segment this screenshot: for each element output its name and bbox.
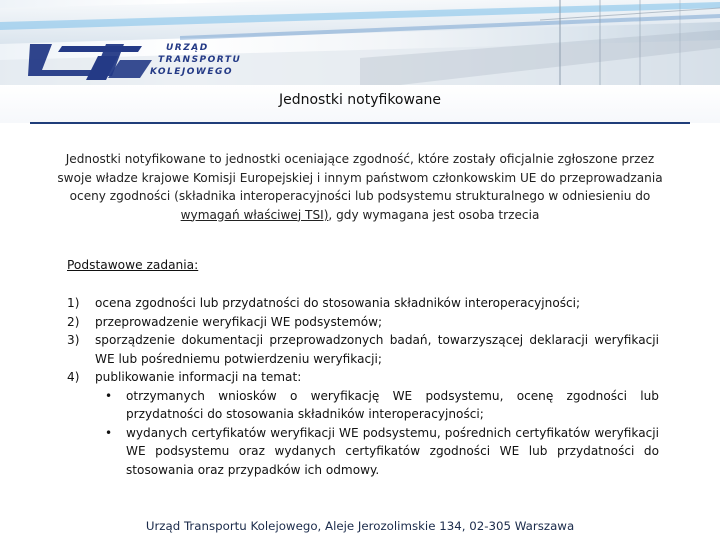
task-item — [67, 313, 659, 332]
logo-line-2: TRANSPORTU — [158, 55, 242, 65]
bullet-icon: • — [105, 388, 113, 403]
footer-address: Urząd Transportu Kolejowego, Aleje Jerozolimskie 134, 02-305 Warszawa — [145, 519, 575, 533]
task-list — [67, 294, 659, 479]
task-text: sporządzenie dokumentacji przeprowadzonych badań, towarzyszącej deklaracji weryfikacji WE lub pośredniemu potwierdzeniu weryfikacji; — [95, 333, 659, 366]
intro-text-part-1: Jednostki notyfikowane to jednostki oceniające zgodność, które zostały oficjalnie zgłoszone przez swoje władze krajowe Komisji Europejskiej i innym państwom członkowskim UE do przeprowadzania oceny zgodności (składnika interoperacyjności lub podsystemu strukturalnego w odniesieniu do — [57, 152, 663, 203]
subtask-item — [105, 424, 659, 480]
task-text: ocena zgodności lub przydatności do stosowania składników interoperacyjności; — [95, 296, 581, 310]
subtask-item — [105, 387, 659, 424]
task-item — [67, 331, 659, 368]
page-title: Jednostki notyfikowane — [278, 92, 442, 108]
intro-paragraph — [56, 150, 664, 224]
header-banner — [0, 0, 720, 85]
train-background-image — [0, 0, 720, 85]
section-title: Podstawowe zadania: — [67, 258, 199, 272]
logo-line-3: KOLEJOWEGO — [150, 67, 234, 77]
logo-text — [150, 42, 290, 78]
task-item — [67, 294, 659, 313]
bullet-icon: • — [105, 425, 113, 440]
subtask-text: wydanych certyfikatów weryfikacji WE podsystemu, pośrednich certyfikatów weryfikacji WE podsystemu oraz wydanych certyfikatów zgodności WE lub przydatności do stosowania oraz przypadków ich odmowy. — [126, 425, 659, 477]
task-number: 2) — [67, 314, 80, 329]
task-number: 3) — [67, 333, 80, 347]
task-text: publikowanie informacji na temat: — [95, 370, 302, 384]
logo-line-1: URZĄD — [166, 43, 209, 53]
title-divider — [30, 122, 690, 124]
task-item — [67, 368, 659, 387]
task-number: 4) — [67, 370, 80, 384]
task-text: przeprowadzenie weryfikacji WE podsystemów; — [95, 314, 383, 329]
intro-text-part-2: , gdy wymagana jest osoba trzecia — [328, 207, 540, 222]
tsi-requirements-link[interactable]: wymagań właściwej TSI) — [180, 207, 329, 222]
task-number: 1) — [67, 296, 80, 310]
subtask-text: otrzymanych wniosków o weryfikację WE podsystemu, ocenę zgodności lub przydatności do stosowania składników interoperacyjności; — [126, 388, 659, 421]
